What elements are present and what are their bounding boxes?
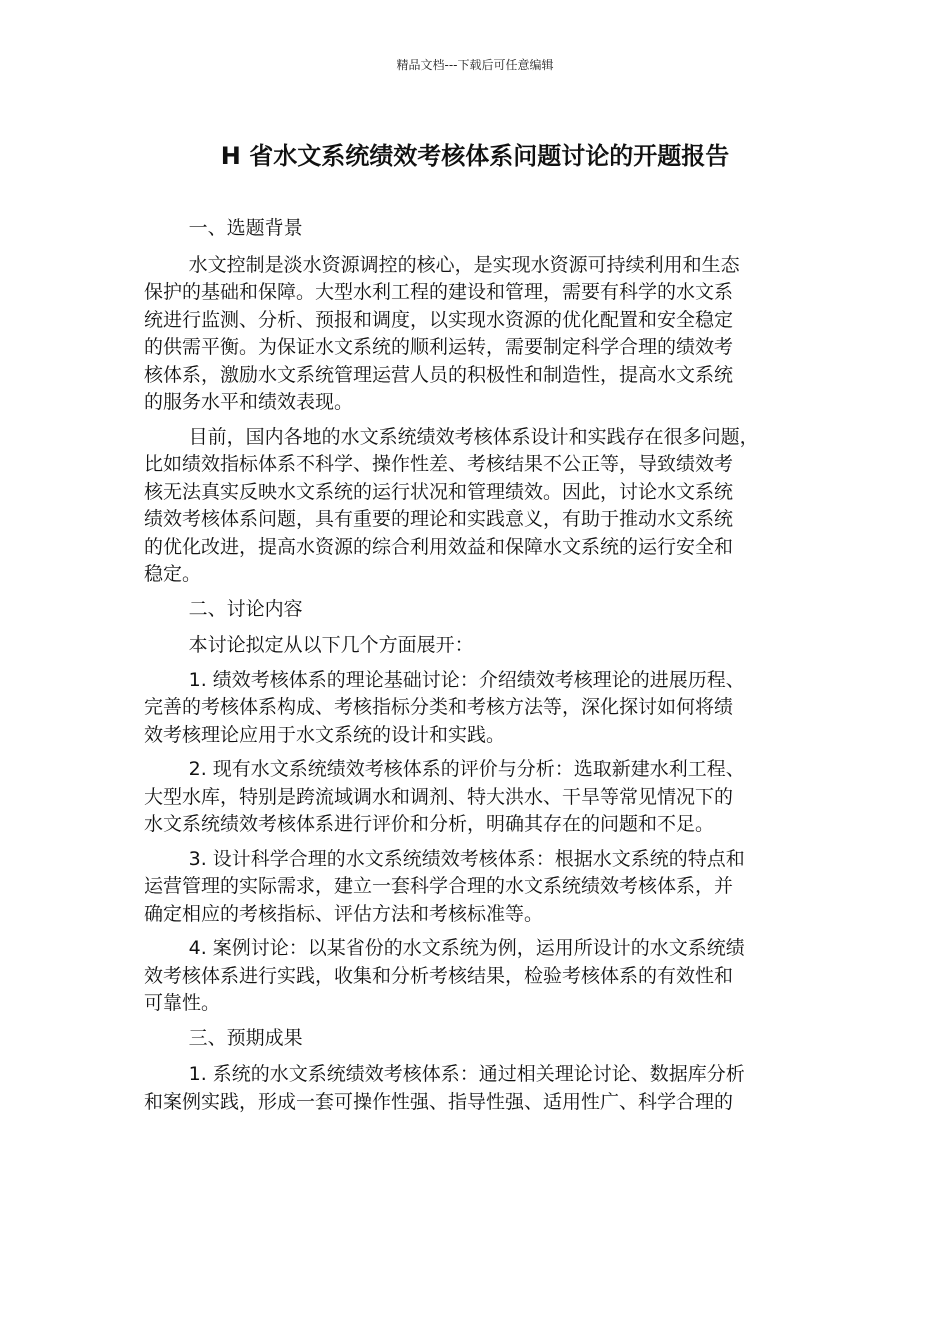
list-item-content-4: 4. 案例讨论：以某省份的水文系统为例，运用所设计的水文系统绩 效考核体系进行实践，收集和分析考核结果，检验考核体系的有效性和 可靠性。 bbox=[144, 937, 745, 1014]
list-item-content-1: 1. 绩效考核体系的理论基础讨论：介绍绩效考核理论的进展历程、 完善的考核体系构成、考核指标分类和考核方法等，深化探讨如何将绩 效考核理论应用于水文系统的设计和实践。 bbox=[144, 668, 745, 746]
paragraph-content-intro: 本讨论拟定从以下几个方面展开： bbox=[188, 634, 474, 656]
section-heading-outcomes: 三、预期成果 bbox=[188, 1026, 303, 1049]
paragraph-background-1: 水文控制是淡水资源调控的核心，是实现水资源可持续利用和生态 保护的基础和保障。大型水利工程的建设和管理，需要有科学的水文系 统进行监测、分析、预报和调度，以实现水资源的优化配置和安全稳定 的供需平衡。为保证水文系统的顺利运转，需要制定科学合理的绩效考 核体系，激励水文系统管理运营人员的积极性和制造性，提高水文系统 的服务水平和绩效表现。 bbox=[144, 253, 740, 413]
paragraph-background-2: 目前，国内各地的水文系统绩效考核体系设计和实践存在很多问题， 比如绩效指标体系不科学、操作性差、考核结果不公正等，导致绩效考 核无法真实反映水文系统的运行状况和管理绩效。因此，讨论水文系统 绩效考核体系问题，具有重要的理论和实践意义，有助于推动水文系统 的优化改进，提高水资源的综合利用效益和保障水文系统的运行安全和 稳定。 bbox=[144, 425, 759, 585]
section-heading-background: 一、选题背景 bbox=[188, 217, 303, 239]
list-item-outcomes-1: 1. 系统的水文系统绩效考核体系：通过相关理论讨论、数据库分析 和案例实践，形成一套可操作性强、指导性强、适用性广、科学合理的 bbox=[144, 1063, 745, 1113]
document-body bbox=[144, 215, 804, 1123]
document-title: H 省水文系统绩效考核体系问题讨论的开题报告 bbox=[220, 142, 730, 170]
list-item-content-3: 3. 设计科学合理的水文系统绩效考核体系：根据水文系统的特点和 运营管理的实际需求，建立一套科学合理的水文系统绩效考核体系，并 确定相应的考核指标、评估方法和考核标准等。 bbox=[144, 847, 745, 925]
list-item-content-2: 2. 现有水文系统绩效考核体系的评价与分析：选取新建水利工程、 大型水库，特别是跨流域调水和调剂、特大洪水、干旱等常见情况下的 水文系统绩效考核体系进行评价和分析，明确其存在的问题和不足。 bbox=[144, 758, 745, 835]
section-heading-content: 二、讨论内容 bbox=[188, 597, 303, 620]
page-header: 精品文档---下载后可任意编辑 bbox=[396, 58, 554, 72]
